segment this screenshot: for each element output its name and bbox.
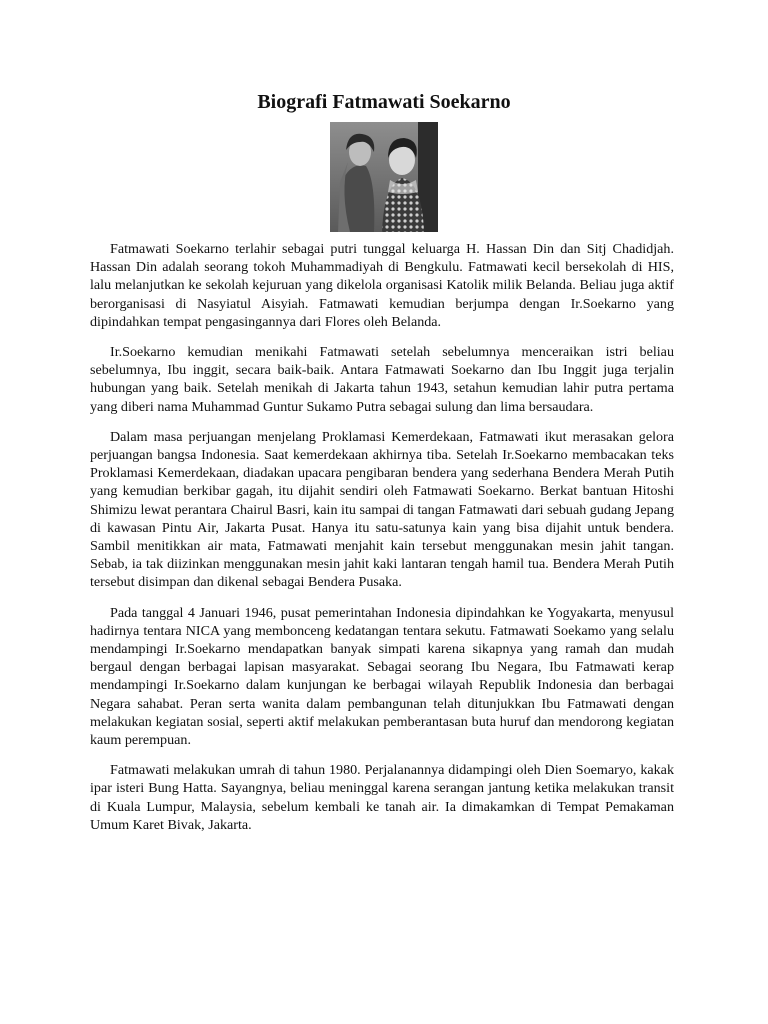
paragraph: Ir.Soekarno kemudian menikahi Fatmawati setelah sebelumnya menceraikan istri beliau sebelumnya, Ibu inggit, secara baik-baik. Antara Fatmawati Soekarno dan Ibu Inggit juga terjalin hubungan yang baik. Setelah menikah di Jakarta tahun 1943, setahun kemudian lahir putra pertama yang diberi nama Muhammad Guntur Sukamo Putra sebagai sulung dan lima bersaudara. bbox=[90, 344, 674, 415]
paragraph: Pada tanggal 4 Januari 1946, pusat pemerintahan Indonesia dipindahkan ke Yogyakarta, menyusul hadirnya tentara NICA yang membonceng kedatangan tentara sekutu. Fatmawati Soekamo yang selalu mendampingi Ir.Soekarno mendapatkan banyak simpati karena sikapnya yang ramah dan mudah bergaul dengan berbagai lapisan masyarakat. Sebagai seorang Ibu Negara, Ibu Fatmawati kerap mendampingi Ir.Soekarno dalam kunjungan ke berbagai wilayah Republik Indonesia dan berbagai Negara sahabat. Peran serta wanita dalam pembangunan telah ditunjukkan Ibu Fatmawati dengan melakukan kegiatan sosial, seperti aktif melakukan pemberantasan buta huruf dan mendorong kegiatan kaum perempuan. bbox=[90, 604, 674, 749]
paragraph: Fatmawati Soekarno terlahir sebagai putri tunggal keluarga H. Hassan Din dan Sitj Chadidjah. Hassan Din adalah seorang tokoh Muhammadiyah di Bengkulu. Fatmawati kecil bersekolah di HIS, lalu melanjutkan ke sekolah kejuruan yang dikelola organisasi Katolik milik Belanda. Beliau juga aktif berorganisasi di Nasyiatul Aisyiah. Fatmawati kemudian berjumpa dengan Ir.Soekarno yang dipindahkan tempat pengasingannya dari Flores oleh Belanda. bbox=[90, 241, 674, 330]
document-title: Biografi Fatmawati Soekarno bbox=[257, 91, 511, 113]
paragraph: Dalam masa perjuangan menjelang Proklamasi Kemerdekaan, Fatmawati ikut merasakan gelora perjuangan bangsa Indonesia. Saat kemerdekaan akhirnya tiba. Setelah Ir.Soekarno membacakan teks Proklamasi Kemerdekaan, diadakan upacara pengibaran bendera yang sederhana Bendera Merah Putih yang kemudian berkibar gagah, itu dijahit sendiri oleh Fatmawati Soekarno. Berkat bantuan Hitoshi Shimizu lewat perantara Chairul Basri, kain itu sampai di tangan Fatmawati dari sebuah gudang Jepang di kawasan Pintu Air, Jakarta Pusat. Hanya itu satu-satunya kain yang bisa dijahit untuk bendera. Sambil menitikkan air mata, Fatmawati menjahit kain tersebut menggunakan mesin jahit tangan. Sebab, ia tak diizinkan menggunakan mesin jahit kaki lantaran tengah hamil tua. Bendera Merah Putih tersebut disimpan dan dikenal sebagai Bendera Pusaka. bbox=[90, 428, 674, 591]
portrait-photo bbox=[330, 122, 438, 232]
paragraph: Fatmawati melakukan umrah di tahun 1980. Perjalanannya didampingi oleh Dien Soemaryo, kakak ipar isteri Bung Hatta. Sayangnya, beliau meninggal karena serangan jantung ketika melakukan transit di Kuala Lumpur, Malaysia, sebelum kembali ke tanah air. Ia dimakamkan di Tempat Pemakaman Umum Karet Bivak, Jakarta. bbox=[90, 762, 674, 833]
biography-text bbox=[90, 240, 674, 846]
